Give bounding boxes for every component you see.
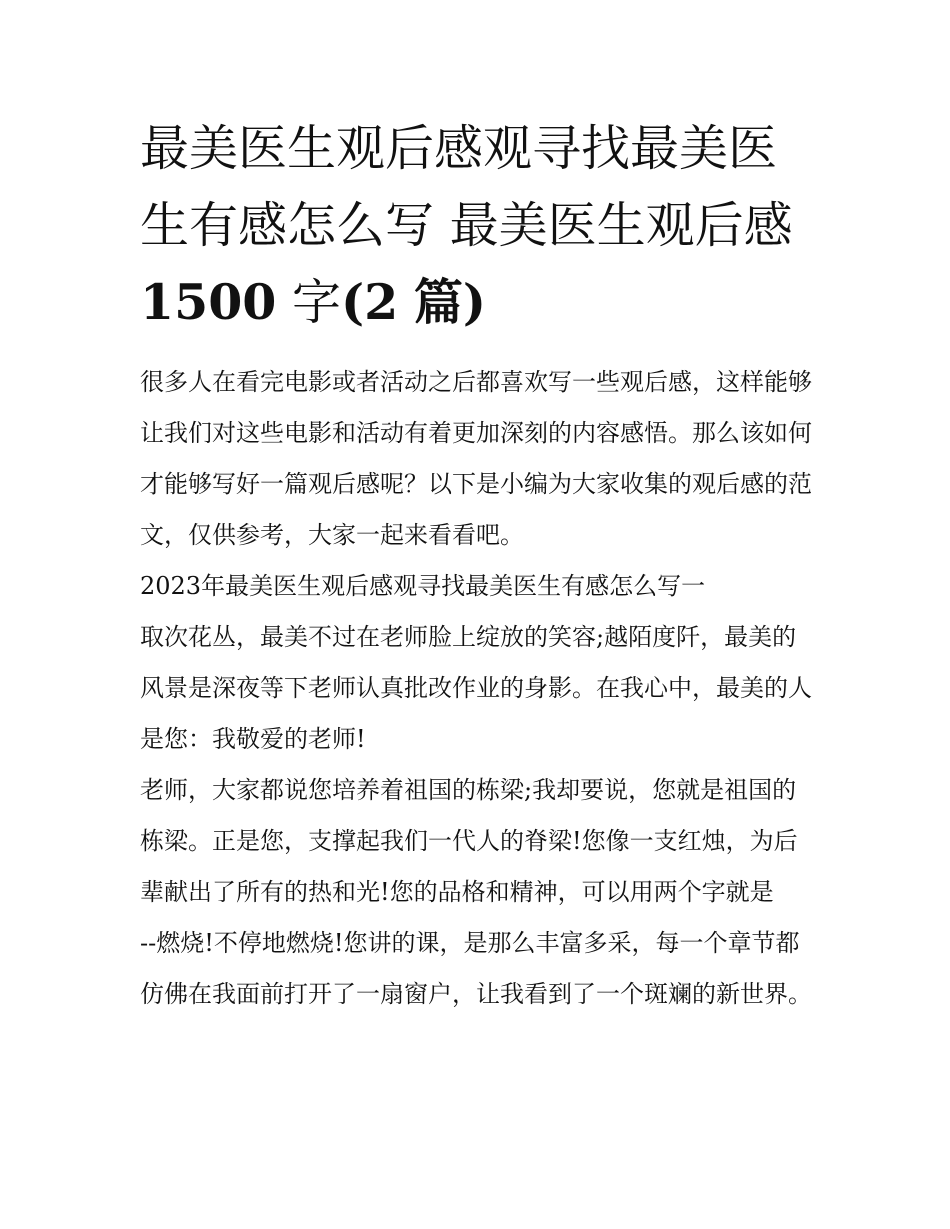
paragraph-1: 取次花丛，最美不过在老师脸上绽放的笑容;越陌度阡，最美的风景是深夜等下老师认真批改作业的身影。在我心中，最美的人是您：我敬爱的老师! [140,623,812,753]
title-main: 最美医生观后感观寻找最美医生有感怎么写 最美医生观后感 [140,120,793,254]
title-paren-close: 篇) [413,273,487,331]
document-body [140,357,815,1020]
title-count: 2 [364,273,399,331]
document-page [140,110,815,1020]
paragraph-heading: 2023年最美医生观后感观寻找最美医生有感怎么写一 [140,572,706,600]
document-title [140,110,815,341]
title-number: 1500 [140,273,277,331]
paragraph-3: --燃烧!不停地燃烧!您讲的课，是那么丰富多采，每一个章节都仿佛在我面前打开了一扇窗户，让我看到了一个斑斓的新世界。 [140,929,812,1008]
paragraph-intro: 很多人在看完电影或者活动之后都喜欢写一些观后感，这样能够让我们对这些电影和活动有着更加深刻的内容感悟。那么该如何才能够写好一篇观后感呢？以下是小编为大家收集的观后感的范文，仅供参考，大家一起来看看吧。 [140,368,812,549]
paragraph-2: 老师，大家都说您培养着祖国的栋梁;我却要说，您就是祖国的栋梁。正是您，支撑起我们一代人的脊梁!您像一支红烛，为后辈献出了所有的热和光!您的品格和精神，可以用两个字就是 [140,776,798,906]
title-paren-open: ( [340,273,365,331]
title-tail: 字 [291,274,341,331]
